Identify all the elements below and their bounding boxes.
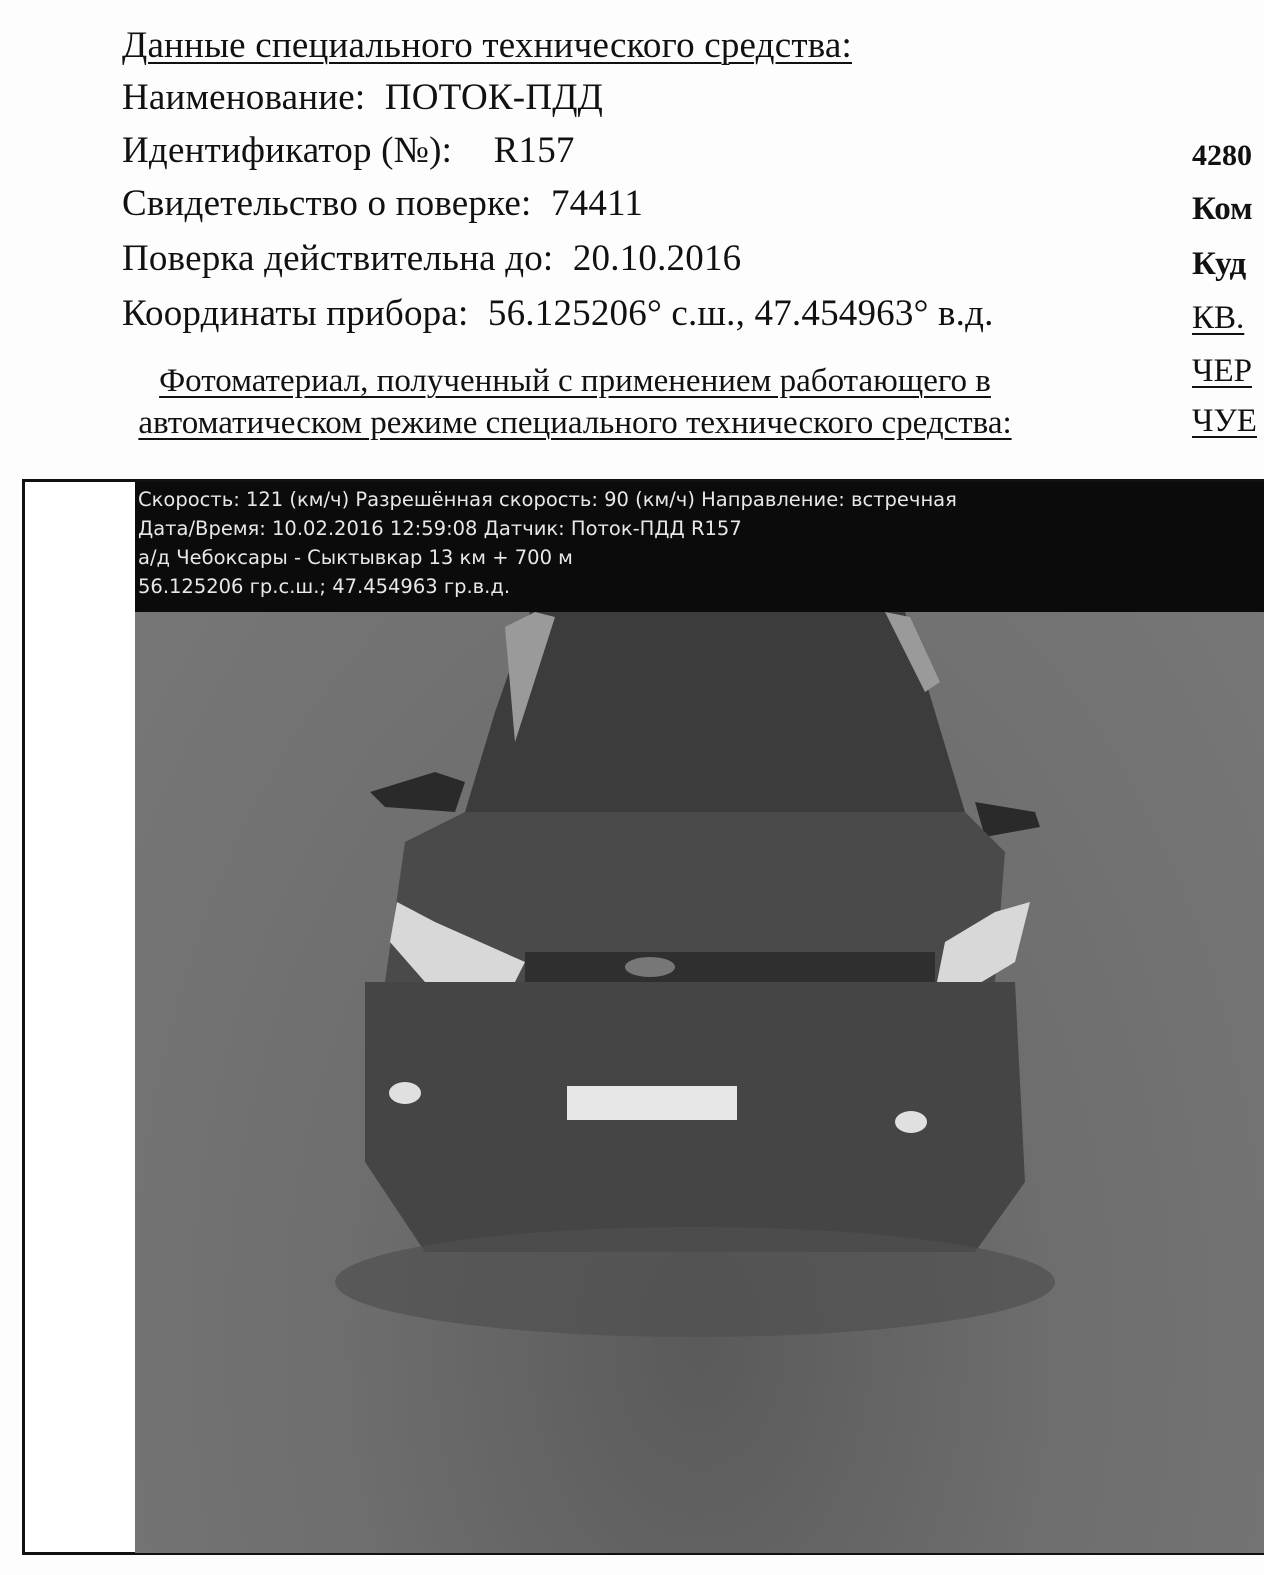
coordinates-row (122, 293, 994, 335)
photo-caption-line-1: Фотоматериал, полученный с применением работающего в (159, 363, 991, 399)
overlay-datetime-line: Дата/Время: 10.02.2016 12:59:08 Датчик: Поток-ПДД R157 (138, 517, 742, 540)
device-id-row (122, 130, 575, 172)
certificate-label: Свидетельство о поверке: (122, 183, 532, 224)
coordinates-label: Координаты прибора: (122, 293, 469, 334)
right-line-5-fragment: ЧЕР (1192, 353, 1252, 389)
photo-caption-line-2: автоматическом режиме специального технического средства: (138, 405, 1012, 441)
right-postcode-fragment: 4280 (1192, 139, 1252, 172)
right-line-3-fragment: Куд (1192, 246, 1247, 282)
traffic-camera-photo (135, 482, 1264, 1553)
right-line-4-fragment: КВ. (1192, 300, 1245, 336)
right-line-6-fragment: ЧУЕ (1192, 403, 1257, 439)
verification-row (122, 238, 741, 280)
device-name-row (122, 77, 603, 119)
verification-value: 20.10.2016 (572, 238, 742, 279)
certificate-value: 74411 (550, 183, 644, 224)
overlay-speed-line: Скорость: 121 (км/ч) Разрешённая скорость: 90 (км/ч) Направление: встречная (138, 488, 957, 511)
verification-label: Поверка действительна до: (122, 238, 554, 279)
section-title: Данные специального технического средства: (122, 25, 852, 66)
device-name-label: Наименование: (122, 77, 366, 118)
certificate-row (122, 183, 643, 225)
right-line-2-fragment: Ком (1192, 191, 1253, 227)
car-image (135, 482, 1264, 1553)
overlay-coordinates-line: 56.125206 гр.с.ш.; 47.454963 гр.в.д. (138, 575, 511, 598)
device-id-label: Идентификатор (№): (122, 130, 453, 171)
device-name-value: ПОТОК-ПДД (384, 77, 604, 118)
coordinates-value: 56.125206° с.ш., 47.454963° в.д. (487, 293, 994, 334)
device-id-value: R157 (493, 130, 575, 171)
overlay-road-line: а/д Чебоксары - Сыктывкар 13 км + 700 м (138, 546, 573, 569)
